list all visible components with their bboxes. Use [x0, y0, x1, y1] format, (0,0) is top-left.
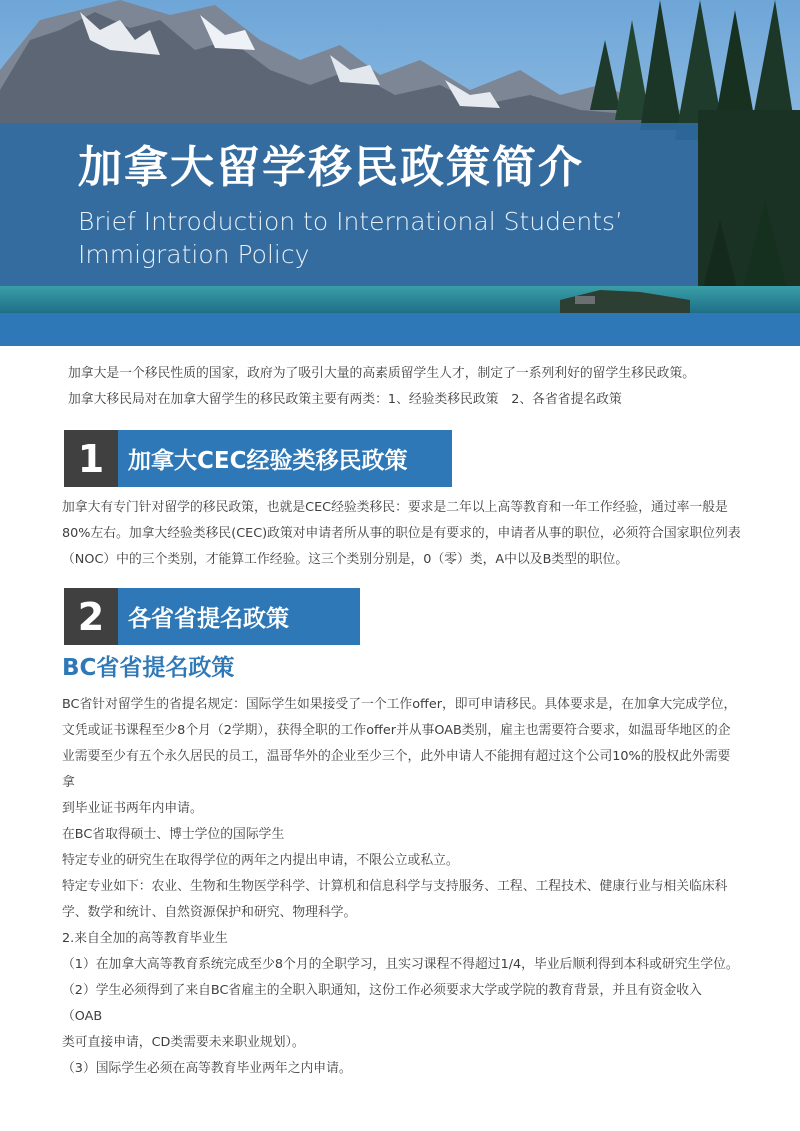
- section-2-line: （3）国际学生必须在高等教育毕业两年之内申请。: [62, 1061, 352, 1076]
- section-1-number: 1: [64, 430, 118, 487]
- section-2-line: 在BC省取得硕士、博士学位的国际学生: [62, 827, 285, 842]
- section-1-body: [62, 495, 742, 573]
- page-title: 加拿大留学移民政策简介: [78, 142, 584, 193]
- section-2-line: （1）在加拿大高等教育系统完成至少8个月的全职学习，且实习课程不得超过1/4，毕业后顺利得到本科或研究生学位。: [62, 957, 739, 972]
- hero-banner: [0, 0, 800, 346]
- section-2-line: （2）学生必须得到了来自BC省雇主的全职入职通知，这份工作必须要求大学或学院的教育背景，并且有资金收入（OAB: [62, 983, 702, 1024]
- section-2-line: 到毕业证书两年内申请。: [62, 801, 203, 816]
- section-1-line: （NOC）中的三个类别，才能算工作经验。这三个类别分别是，0（零）类，A中以及B类型的职位。: [62, 552, 629, 567]
- hero-stripe: [0, 313, 800, 346]
- bc-subtitle: BC省省提名政策: [62, 655, 235, 681]
- section-2-line: 特定专业如下：农业、生物和生物医学科学、计算机和信息科学与支持服务、工程、工程技术、健康行业与相关临床科: [62, 879, 728, 894]
- section-2-line: 文凭或证书课程至少8个月（2学期），获得全职的工作offer并从事OAB类别，雇主也需要符合要求，如温哥华地区的企: [62, 723, 731, 738]
- section-2-line: 类可直接申请，CD类需要未来职业规划）。: [62, 1035, 305, 1050]
- section-2-header: [64, 588, 360, 645]
- intro-line-2: 加拿大移民局对在加拿大留学生的移民政策主要有两类：1、经验类移民政策 2、各省省提名政策: [68, 392, 622, 407]
- section-2-line: 2.来自全加的高等教育毕业生: [62, 931, 228, 946]
- section-2-body: [62, 692, 742, 1082]
- section-1-title: 加拿大CEC经验类移民政策: [118, 430, 452, 487]
- section-2-line: 业需要至少有五个永久居民的员工，温哥华外的企业至少三个，此外申请人不能拥有超过这个公司10%的股权此外需要拿: [62, 749, 731, 790]
- page-subtitle-line-1: Brief Introduction to International Students’: [78, 207, 623, 236]
- section-2-title: 各省省提名政策: [118, 588, 360, 645]
- page-subtitle-line-2: Immigration Policy: [78, 240, 310, 269]
- section-2-line: BC省针对留学生的省提名规定：国际学生如果接受了一个工作offer，即可申请移民。具体要求是，在加拿大完成学位，: [62, 697, 737, 712]
- section-1-header: [64, 430, 452, 487]
- section-1-line: 加拿大有专门针对留学的移民政策，也就是CEC经验类移民：要求是二年以上高等教育和一年工作经验，通过率一般是: [62, 500, 728, 515]
- section-2-line: 学、数学和统计、自然资源保护和研究、物理科学。: [62, 905, 357, 920]
- section-1-line: 80%左右。加拿大经验类移民(CEC)政策对申请者所从事的职位是有要求的，申请者从事的职位，必须符合国家职位列表: [62, 526, 741, 541]
- section-2-number: 2: [64, 588, 118, 645]
- intro-line-1: 加拿大是一个移民性质的国家，政府为了吸引大量的高素质留学生人才，制定了一系列利好的留学生移民政策。: [68, 366, 696, 381]
- section-2-line: 特定专业的研究生在取得学位的两年之内提出申请，不限公立或私立。: [62, 853, 459, 868]
- page-subtitle: [78, 205, 678, 271]
